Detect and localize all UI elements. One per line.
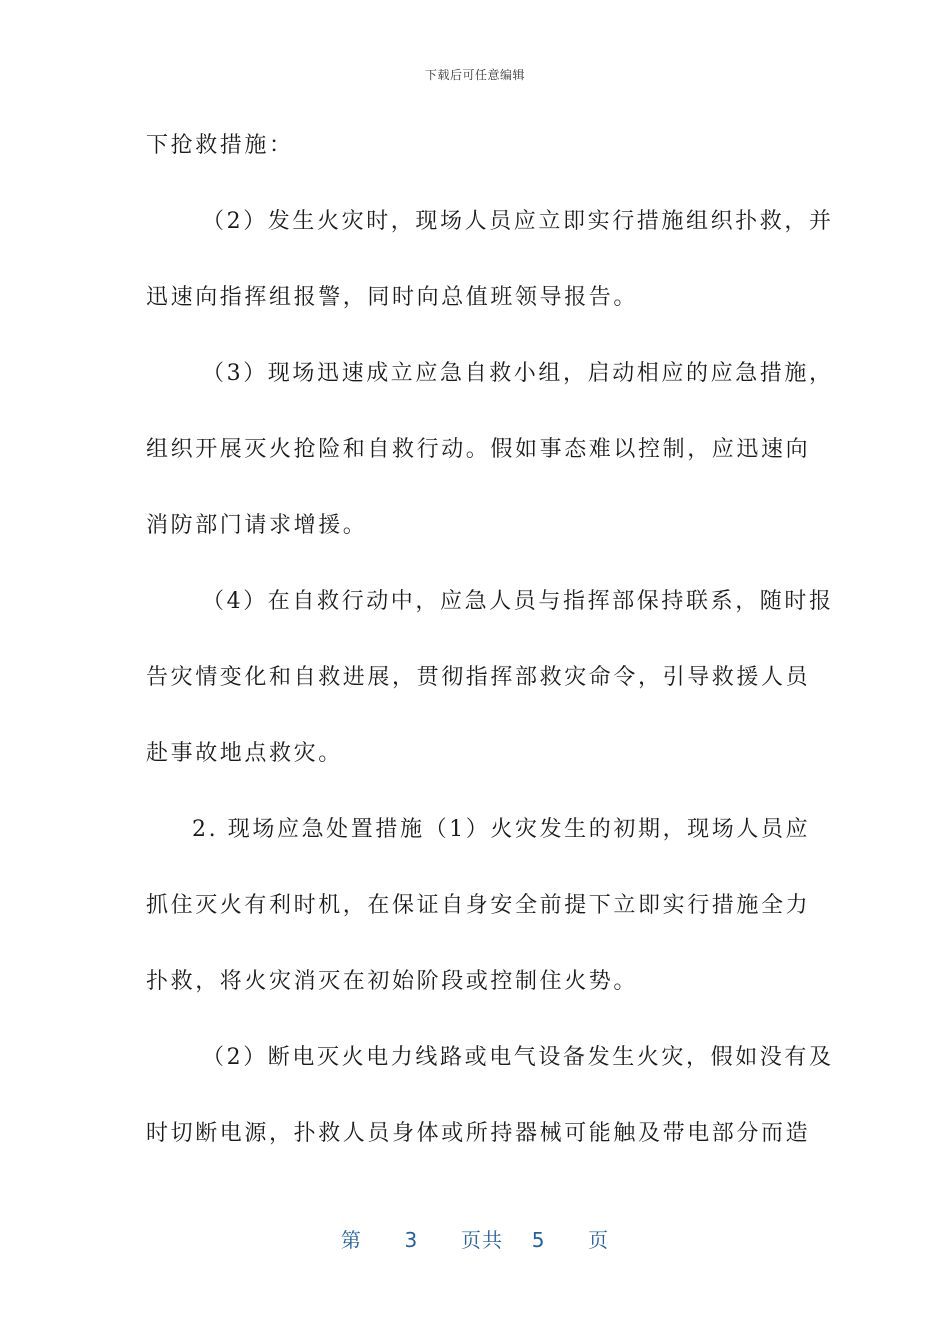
current-page-number: 3 [404, 1228, 419, 1252]
paragraph-line: 消防部门请求增援。 [146, 513, 368, 538]
total-pages-number: 5 [531, 1228, 546, 1252]
paragraph-line: 扑救，将火灾消灭在初始阶段或控制住火势。 [146, 969, 639, 994]
page-footer [0, 1224, 950, 1253]
paragraph-line: 组织开展灭火抢险和自救行动。假如事态难以控制，应迅速向 [146, 437, 811, 462]
page-label-prefix: 第 [340, 1228, 362, 1252]
paragraph-line: （4）在自救行动中，应急人员与指挥部保持联系，随时报 [202, 589, 834, 614]
paragraph-line: 赴事故地点救灾。 [146, 741, 343, 766]
paragraph-line: 迅速向指挥组报警，同时向总值班领导报告。 [146, 285, 639, 310]
paragraph-line: 下抢救措施： [146, 133, 294, 158]
paragraph-line: （2）断电灭火电力线路或电气设备发生火灾，假如没有及 [202, 1045, 834, 1070]
paragraph-line: 告灾情变化和自救进展，贯彻指挥部救灾命令，引导救援人员 [146, 665, 811, 690]
document-body [146, 126, 834, 1190]
page-label-mid: 页共 [461, 1228, 503, 1252]
paragraph-line: 2. 现场应急处置措施（1）火灾发生的初期，现场人员应 [192, 817, 811, 842]
paragraph-line: 抓住灭火有利时机，在保证自身安全前提下立即实行措施全力 [146, 893, 811, 918]
page-header: 下载后可任意编辑 [424, 68, 525, 82]
page-label-suffix: 页 [588, 1228, 610, 1252]
paragraph-line: （2）发生火灾时，现场人员应立即实行措施组织扑救，并 [202, 209, 834, 234]
paragraph-line: 时切断电源，扑救人员身体或所持器械可能触及带电部分而造 [146, 1121, 811, 1146]
paragraph-line: （3）现场迅速成立应急自救小组，启动相应的应急措施， [202, 361, 834, 386]
